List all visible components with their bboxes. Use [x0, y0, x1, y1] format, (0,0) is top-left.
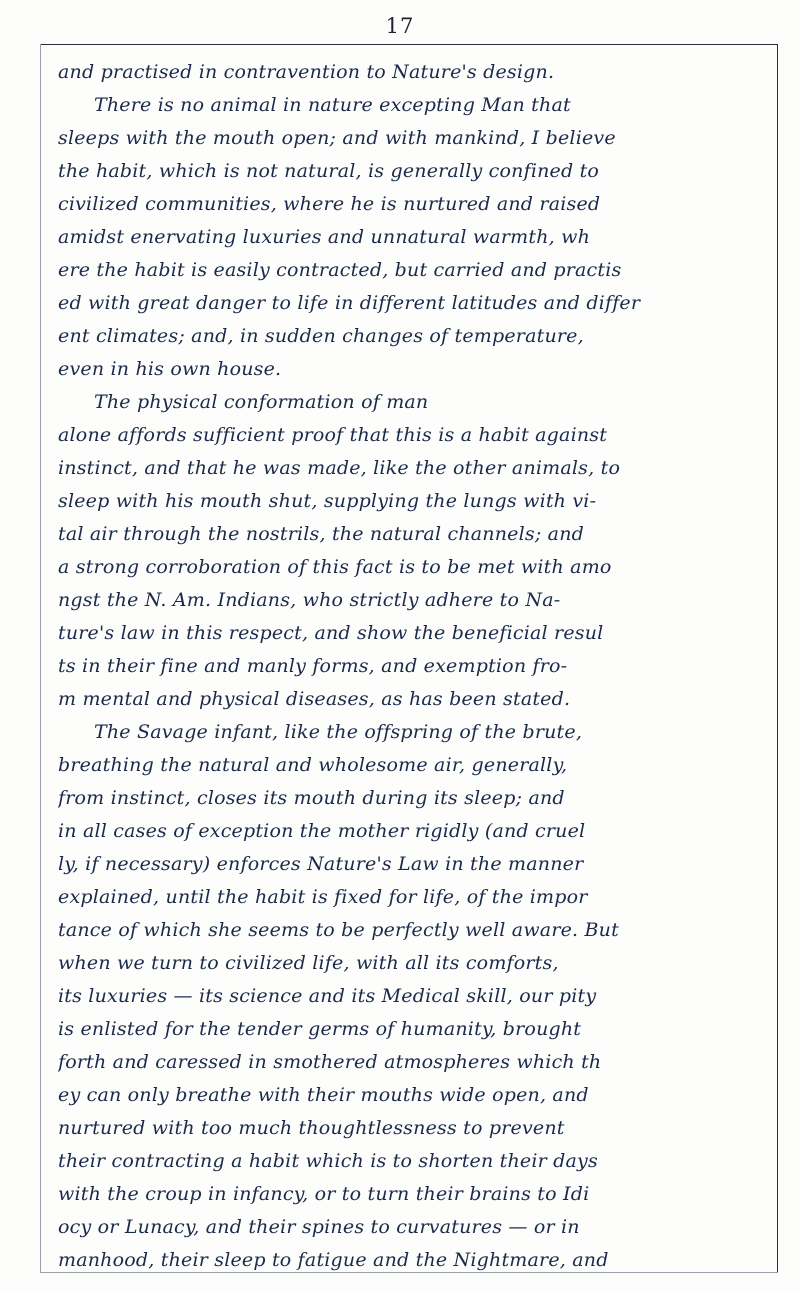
manuscript-line: their contracting a habit which is to shorten their days: [58, 1150, 598, 1172]
manuscript-line: civilized communities, where he is nurtured and raised: [58, 193, 601, 215]
manuscript-line: explained, until the habit is fixed for life, of the impor: [58, 886, 588, 908]
manuscript-line: tal air through the nostrils, the natural channels; and: [58, 523, 584, 545]
manuscript-line: tance of which she seems to be perfectly well aware. But: [58, 919, 619, 941]
manuscript-line: instinct, and that he was made, like the other animals, to: [58, 457, 621, 479]
right-border-rule: [777, 44, 778, 1273]
manuscript-line: its luxuries — its science and its Medical skill, our pity: [58, 985, 597, 1007]
manuscript-line: There is no animal in nature excepting Man that: [94, 94, 571, 116]
manuscript-line: and practised in contravention to Nature's design.: [58, 61, 555, 83]
manuscript-line: ocy or Lunacy, and their spines to curvatures — or in: [58, 1216, 580, 1238]
manuscript-line: The Savage infant, like the offspring of the brute,: [94, 721, 583, 743]
page-number: 17: [385, 14, 415, 38]
handwritten-text-block: [58, 56, 762, 1277]
manuscript-line: ts in their fine and manly forms, and exemption fro-: [58, 655, 568, 677]
manuscript-line: ngst the N. Am. Indians, who strictly adhere to Na-: [58, 589, 561, 611]
manuscript-line: ere the habit is easily contracted, but carried and practis: [58, 259, 622, 281]
manuscript-line: the habit, which is not natural, is generally confined to: [58, 160, 600, 182]
manuscript-line: sleeps with the mouth open; and with mankind, I believe: [58, 127, 616, 149]
manuscript-line: m mental and physical diseases, as has been stated.: [58, 688, 571, 710]
manuscript-line: from instinct, closes its mouth during its sleep; and: [58, 787, 565, 809]
manuscript-line: is enlisted for the tender germs of humanity, brought: [58, 1018, 582, 1040]
manuscript-line: forth and caressed in smothered atmospheres which th: [58, 1051, 602, 1073]
manuscript-line: The physical conformation of man: [94, 391, 429, 413]
manuscript-line: a strong corroboration of this fact is to be met with amo: [58, 556, 612, 578]
manuscript-line: ly, if necessary) enforces Nature's Law in the manner: [58, 853, 584, 875]
manuscript-line: breathing the natural and wholesome air, generally,: [58, 754, 568, 776]
manuscript-line: alone affords sufficient proof that this is a habit against: [58, 424, 608, 446]
manuscript-line: sleep with his mouth shut, supplying the lungs with vi-: [58, 490, 597, 512]
manuscript-line: ed with great danger to life in different latitudes and differ: [58, 292, 641, 314]
manuscript-line: amidst enervating luxuries and unnatural warmth, wh: [58, 226, 591, 248]
manuscript-line: manhood, their sleep to fatigue and the Nightmare, and: [58, 1249, 609, 1271]
manuscript-line: in all cases of exception the mother rigidly (and cruel: [58, 820, 586, 842]
manuscript-line: ture's law in this respect, and show the beneficial resul: [58, 622, 604, 644]
left-border-rule: [40, 44, 41, 1273]
top-border-rule: [40, 44, 778, 45]
manuscript-line: when we turn to civilized life, with all its comforts,: [58, 952, 559, 974]
manuscript-line: nurtured with too much thoughtlessness to prevent: [58, 1117, 565, 1139]
manuscript-line: even in his own house.: [58, 358, 282, 380]
manuscript-line: ey can only breathe with their mouths wide open, and: [58, 1084, 589, 1106]
manuscript-line: ent climates; and, in sudden changes of temperature,: [58, 325, 584, 347]
manuscript-line: with the croup in infancy, or to turn their brains to Idi: [58, 1183, 590, 1205]
